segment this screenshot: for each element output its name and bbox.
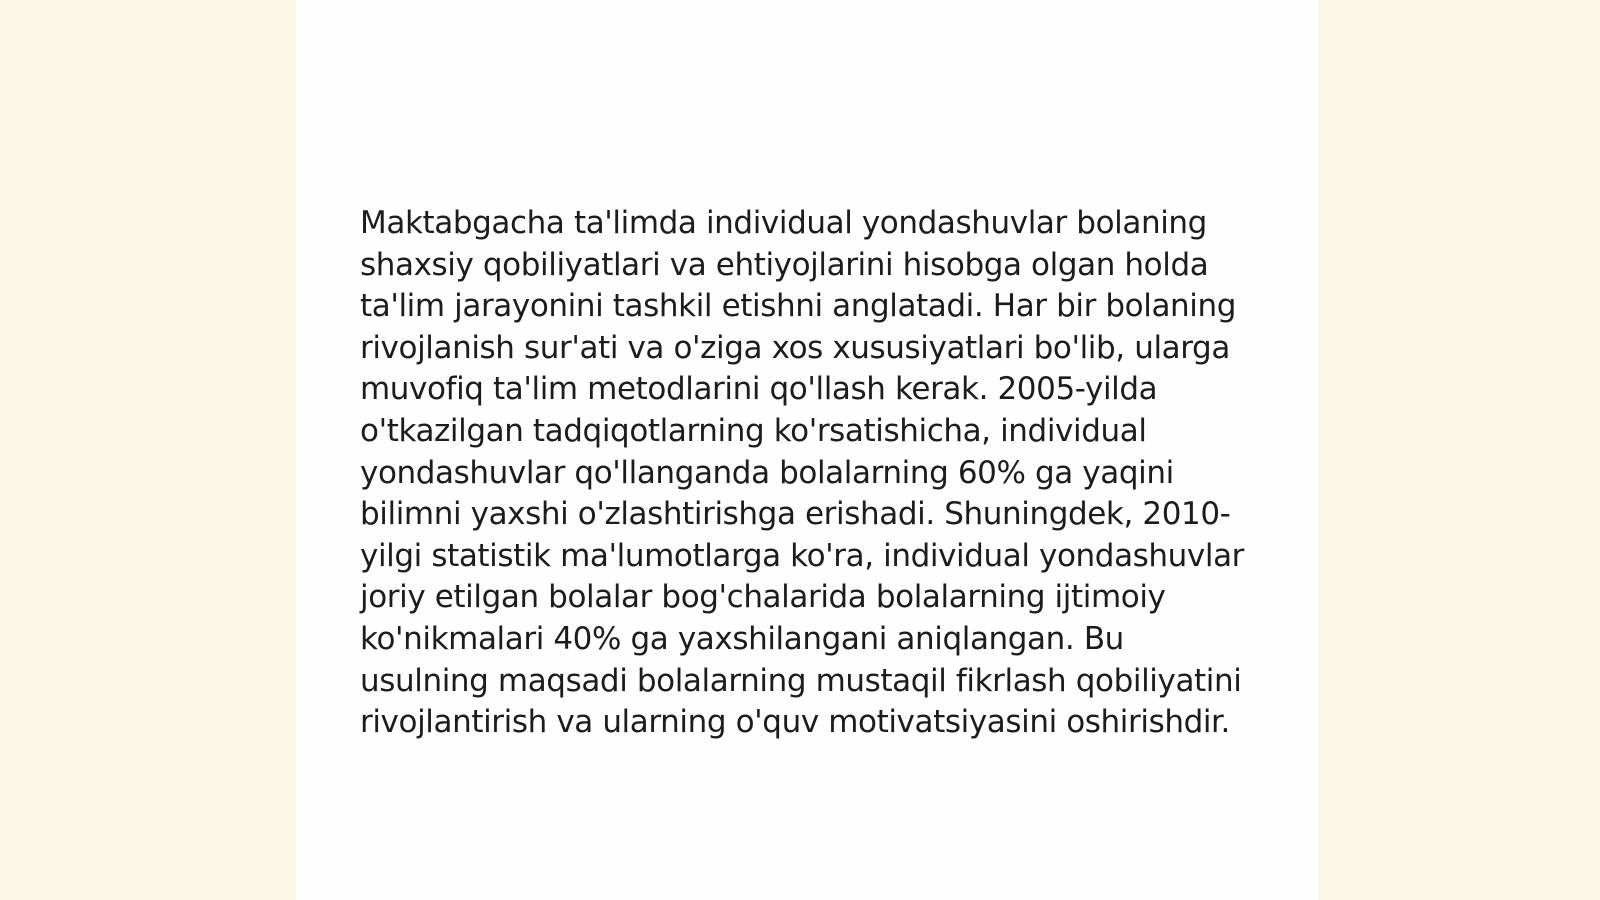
slide — [296, 0, 1318, 900]
body-paragraph: Maktabgacha ta'limda individual yondashuvlar bolaning shaxsiy qobiliyatlari va ehtiyojlarini hisobga olgan holda ta'lim jarayonini tashkil etishni anglatadi. Har bir bolaning rivojlanish sur'ati va o'ziga xos xususiyatlari bo'lib, ularga muvofiq ta'lim metodlarini qo'llash kerak. 2005-yilda o'tkazilgan tadqiqotlarning ko'rsatishicha, individual yondashuvlar qo'llanganda bolalarning 60% ga yaqini bilimni yaxshi o'zlashtirishga erishadi. Shuningdek, 2010-yilgi statistik ma'lumotlarga ko'ra, individual yondashuvlar joriy etilgan bolalar bog'chalarida bolalarning ijtimoiy ko'nikmalari 40% ga yaxshilangani aniqlangan. Bu usulning maqsadi bolalarning mustaqil fikrlash qobiliyatini rivojlantirish va ularning o'quv motivatsiyasini oshirishdir. — [360, 205, 1245, 741]
